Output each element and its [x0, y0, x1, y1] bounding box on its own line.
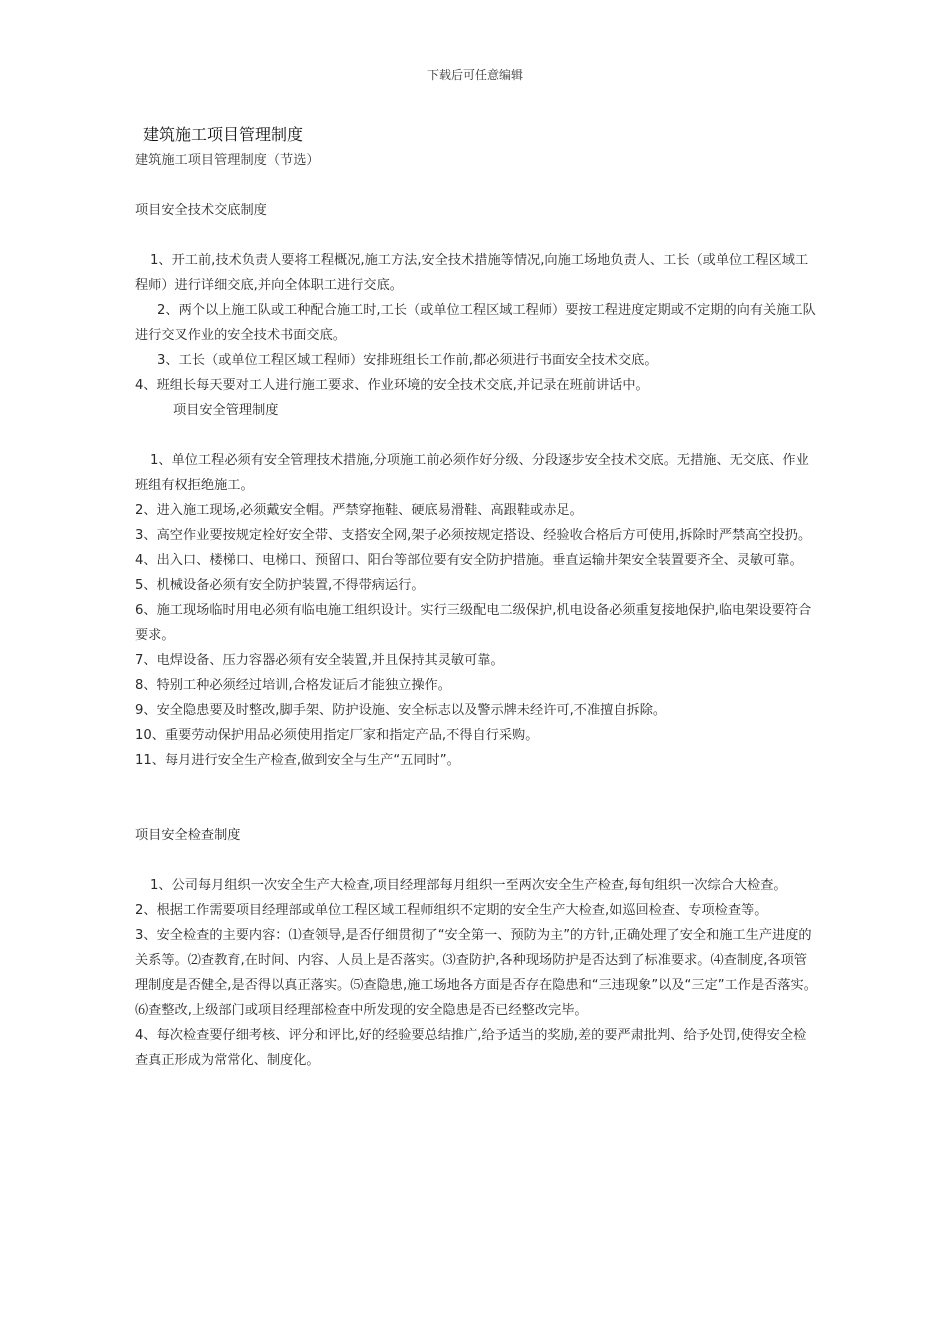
paragraph: 3、高空作业要按规定栓好安全带、支搭安全网,架子必须按规定搭设、经验收合格后方可使用,拆除时严禁高空投扔。	[135, 528, 812, 543]
paragraph: 3、安全检查的主要内容：⑴查领导,是否仔细贯彻了“安全第一、预防为主”的方针,正确处理了安全和施工生产进度的关系等。⑵查教育,在时间、内容、人员上是否落实。⑶查防护,各种现场防护是否达到了标准要求。⑷查制度,各项管理制度是否健全,是否得以真正落实。⑸查隐患,施工场地各方面是否存在隐患和“三违现象”以及“三定”工作是否落实。⑹查整改,上级部门或项目经理部检查中所发现的安全隐患是否已经整改完毕。	[135, 928, 817, 1018]
paragraph: 11、每月进行安全生产检查,做到安全与生产“五同时”。	[135, 753, 460, 768]
paragraph: 7、电焊设备、压力容器必须有安全装置,并且保持其灵敏可靠。	[135, 653, 504, 668]
paragraph: 5、机械设备必须有安全防护装置,不得带病运行。	[135, 578, 425, 593]
document-body	[135, 122, 819, 1073]
paragraph: 1、单位工程必须有安全管理技术措施,分项施工前必须作好分级、分段逐步安全技术交底。无措施、无交底、作业班组有权拒绝施工。	[135, 453, 809, 493]
section-heading-tech-briefing: 项目安全技术交底制度	[135, 203, 267, 218]
paragraph: 2、根据工作需要项目经理部或单位工程区域工程师组织不定期的安全生产大检查,如巡回检查、专项检查等。	[135, 903, 768, 918]
paragraph: 1、开工前,技术负责人要将工程概况,施工方法,安全技术措施等情况,向施工场地负责人、工长（或单位工程区域工程师）进行详细交底,并向全体职工进行交底。	[135, 253, 809, 293]
paragraph: 8、特别工种必须经过培训,合格发证后才能独立操作。	[135, 678, 451, 693]
document-title: 建筑施工项目管理制度	[143, 125, 304, 144]
paragraph: 4、每次检查要仔细考核、评分和评比,好的经验要总结推广,给予适当的奖励,差的要严肃批判、给予处罚,使得安全检查真正形成为常常化、制度化。	[135, 1028, 807, 1068]
paragraph: 2、两个以上施工队或工种配合施工时,工长（或单位工程区域工程师）要按工程进度定期或不定期的向有关施工队进行交叉作业的安全技术书面交底。	[135, 303, 816, 343]
page-header: 下载后可任意编辑	[426, 68, 523, 82]
paragraph: 9、安全隐患要及时整改,脚手架、防护设施、安全标志以及警示牌未经许可,不准擅自拆除。	[135, 703, 667, 718]
paragraph: 1、公司每月组织一次安全生产大检查,项目经理部每月组织一至两次安全生产检查,每旬组织一次综合大检查。	[150, 878, 787, 893]
section-heading-safety-inspection: 项目安全检查制度	[135, 828, 241, 843]
paragraph: 4、出入口、楼梯口、电梯口、预留口、阳台等部位要有安全防护措施。垂直运输井架安全装置要齐全、灵敏可靠。	[135, 553, 803, 568]
paragraph: 4、班组长每天要对工人进行施工要求、作业环境的安全技术交底,并记录在班前讲话中。	[135, 378, 649, 393]
section-heading-safety-management: 项目安全管理制度	[173, 403, 279, 418]
paragraph: 6、施工现场临时用电必须有临电施工组织设计。实行三级配电二级保护,机电设备必须重复接地保护,临电架设要符合要求。	[135, 603, 812, 643]
paragraph: 3、工长（或单位工程区域工程师）安排班组长工作前,都必须进行书面安全技术交底。	[157, 353, 658, 368]
paragraph: 10、重要劳动保护用品必须使用指定厂家和指定产品,不得自行采购。	[135, 728, 539, 743]
paragraph: 2、进入施工现场,必须戴安全帽。严禁穿拖鞋、硬底易滑鞋、高跟鞋或赤足。	[135, 503, 583, 518]
document-subtitle: 建筑施工项目管理制度（节选）	[135, 153, 320, 168]
